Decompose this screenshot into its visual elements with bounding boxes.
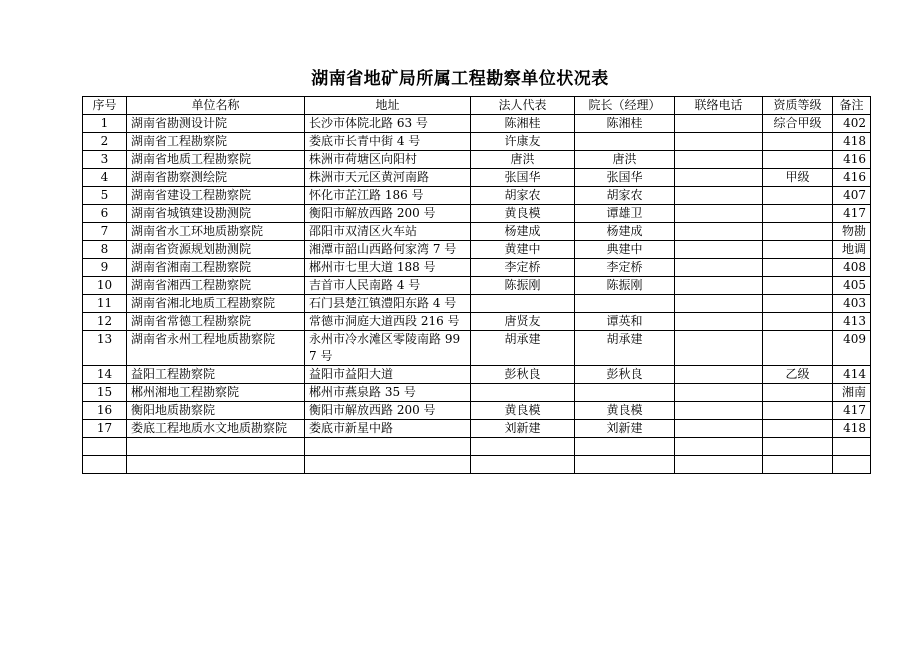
cell-index: 1 [83,115,127,133]
header-unit-name: 单位名称 [127,97,305,115]
table-row [83,115,871,133]
cell-address: 吉首市人民南路 4 号 [305,277,471,295]
cell-director: 杨建成 [575,223,675,241]
cell-unit-name: 衡阳地质勘察院 [127,402,305,420]
blank-cell [305,438,471,456]
cell-unit-name: 益阳工程勘察院 [127,366,305,384]
cell-legal-rep: 胡承建 [471,331,575,366]
header-qualification: 资质等级 [763,97,833,115]
cell-unit-name: 湖南省常德工程勘察院 [127,313,305,331]
blank-row [83,456,871,474]
cell-address: 怀化市芷江路 186 号 [305,187,471,205]
cell-legal-rep: 陈湘桂 [471,115,575,133]
cell-index: 11 [83,295,127,313]
cell-address: 益阳市益阳大道 [305,366,471,384]
cell-address: 长沙市体院北路 63 号 [305,115,471,133]
cell-legal-rep: 唐洪 [471,151,575,169]
cell-address: 娄底市长青中街 4 号 [305,133,471,151]
cell-director: 典建中 [575,241,675,259]
blank-cell [763,438,833,456]
blank-cell [675,456,763,474]
cell-legal-rep: 刘新建 [471,420,575,438]
blank-cell [127,438,305,456]
cell-unit-name: 湖南省地质工程勘察院 [127,151,305,169]
table-row [83,169,871,187]
cell-qualification [763,187,833,205]
cell-director: 张国华 [575,169,675,187]
cell-index: 9 [83,259,127,277]
cell-phone [675,169,763,187]
cell-remarks: 407 [833,187,871,205]
cell-phone [675,133,763,151]
cell-remarks: 408 [833,259,871,277]
table-row [83,205,871,223]
cell-remarks: 湘南 [833,384,871,402]
cell-phone [675,402,763,420]
cell-phone [675,115,763,133]
cell-legal-rep [471,295,575,313]
cell-address: 衡阳市解放西路 200 号 [305,402,471,420]
cell-remarks: 405 [833,277,871,295]
cell-qualification [763,295,833,313]
cell-index: 2 [83,133,127,151]
cell-phone [675,331,763,366]
cell-remarks: 418 [833,420,871,438]
cell-qualification: 综合甲级 [763,115,833,133]
cell-index: 5 [83,187,127,205]
document-title: 湖南省地矿局所属工程勘察单位状况表 [311,69,609,89]
cell-unit-name: 湖南省湘北地质工程勘察院 [127,295,305,313]
cell-director: 陈湘桂 [575,115,675,133]
blank-cell [763,456,833,474]
cell-remarks: 409 [833,331,871,366]
cell-qualification [763,151,833,169]
cell-legal-rep: 李定桥 [471,259,575,277]
cell-qualification [763,331,833,366]
cell-legal-rep: 陈振刚 [471,277,575,295]
header-address: 地址 [305,97,471,115]
blank-cell [127,456,305,474]
cell-remarks: 物勘 [833,223,871,241]
blank-cell [305,456,471,474]
cell-director [575,384,675,402]
table-row [83,366,871,384]
cell-address: 娄底市新星中路 [305,420,471,438]
cell-address: 石门县楚江镇澧阳东路 4 号 [305,295,471,313]
cell-remarks: 417 [833,402,871,420]
cell-remarks: 413 [833,313,871,331]
table-row [83,241,871,259]
cell-legal-rep: 黄良模 [471,205,575,223]
table-row [83,133,871,151]
cell-legal-rep: 张国华 [471,169,575,187]
cell-index: 12 [83,313,127,331]
table-row [83,223,871,241]
cell-index: 3 [83,151,127,169]
cell-phone [675,151,763,169]
cell-index: 15 [83,384,127,402]
cell-address: 株洲市天元区黄河南路 [305,169,471,187]
cell-remarks: 403 [833,295,871,313]
cell-index: 4 [83,169,127,187]
cell-index: 10 [83,277,127,295]
cell-qualification [763,277,833,295]
cell-director: 刘新建 [575,420,675,438]
cell-remarks: 414 [833,366,871,384]
cell-phone [675,313,763,331]
cell-address: 衡阳市解放西路 200 号 [305,205,471,223]
cell-phone [675,223,763,241]
cell-unit-name: 湖南省水工环地质勘察院 [127,223,305,241]
cell-director: 李定桥 [575,259,675,277]
cell-address: 邵阳市双清区火车站 [305,223,471,241]
cell-phone [675,384,763,402]
cell-director: 胡家农 [575,187,675,205]
cell-director: 胡承建 [575,331,675,366]
cell-legal-rep: 唐贤友 [471,313,575,331]
cell-director: 谭英和 [575,313,675,331]
cell-unit-name: 湖南省工程勘察院 [127,133,305,151]
survey-units-table [82,96,871,474]
cell-remarks: 402 [833,115,871,133]
cell-unit-name: 湖南省城镇建设勘测院 [127,205,305,223]
cell-qualification: 乙级 [763,366,833,384]
table-row [83,295,871,313]
header-remarks: 备注 [833,97,871,115]
cell-remarks: 416 [833,151,871,169]
cell-remarks: 地调 [833,241,871,259]
header-legal-rep: 法人代表 [471,97,575,115]
blank-cell [833,456,871,474]
cell-director: 陈振刚 [575,277,675,295]
cell-qualification [763,223,833,241]
cell-qualification [763,313,833,331]
table-row [83,187,871,205]
cell-remarks: 416 [833,169,871,187]
table-row [83,384,871,402]
cell-phone [675,205,763,223]
header-index: 序号 [83,97,127,115]
cell-unit-name: 湖南省勘察测绘院 [127,169,305,187]
cell-unit-name: 郴州湘地工程勘察院 [127,384,305,402]
cell-qualification [763,241,833,259]
cell-legal-rep: 许康友 [471,133,575,151]
cell-qualification [763,384,833,402]
header-row [83,97,871,115]
cell-address: 郴州市燕泉路 35 号 [305,384,471,402]
table-row [83,313,871,331]
blank-cell [83,438,127,456]
cell-index: 6 [83,205,127,223]
cell-index: 8 [83,241,127,259]
blank-cell [833,438,871,456]
cell-qualification [763,420,833,438]
cell-director: 彭秋良 [575,366,675,384]
cell-address: 株洲市荷塘区向阳村 [305,151,471,169]
table-row [83,259,871,277]
cell-qualification [763,402,833,420]
cell-phone [675,259,763,277]
cell-address: 常德市洞庭大道西段 216 号 [305,313,471,331]
cell-director: 谭雄卫 [575,205,675,223]
cell-index: 13 [83,331,127,366]
cell-unit-name: 湖南省建设工程勘察院 [127,187,305,205]
cell-phone [675,295,763,313]
cell-director [575,133,675,151]
cell-legal-rep [471,384,575,402]
cell-director: 黄良模 [575,402,675,420]
cell-qualification: 甲级 [763,169,833,187]
blank-cell [575,456,675,474]
blank-row [83,438,871,456]
table-row [83,402,871,420]
blank-cell [83,456,127,474]
cell-legal-rep: 黄建中 [471,241,575,259]
cell-phone [675,277,763,295]
cell-legal-rep: 黄良模 [471,402,575,420]
header-phone: 联络电话 [675,97,763,115]
table-row [83,331,871,366]
cell-phone [675,366,763,384]
cell-remarks: 418 [833,133,871,151]
cell-address: 湘潭市韶山西路何家湾 7 号 [305,241,471,259]
cell-unit-name: 湖南省资源规划勘测院 [127,241,305,259]
cell-phone [675,187,763,205]
cell-unit-name: 湖南省湘西工程勘察院 [127,277,305,295]
header-director: 院长（经理） [575,97,675,115]
cell-index: 14 [83,366,127,384]
table-row [83,277,871,295]
cell-legal-rep: 胡家农 [471,187,575,205]
cell-index: 7 [83,223,127,241]
cell-director: 唐洪 [575,151,675,169]
cell-index: 17 [83,420,127,438]
cell-unit-name: 湖南省湘南工程勘察院 [127,259,305,277]
cell-phone [675,241,763,259]
cell-address: 永州市冷水滩区零陵南路 997 号 [305,331,471,366]
cell-qualification [763,259,833,277]
cell-index: 16 [83,402,127,420]
table-row [83,151,871,169]
cell-address: 郴州市七里大道 188 号 [305,259,471,277]
cell-legal-rep: 杨建成 [471,223,575,241]
cell-remarks: 417 [833,205,871,223]
cell-unit-name: 娄底工程地质水文地质勘察院 [127,420,305,438]
cell-legal-rep: 彭秋良 [471,366,575,384]
cell-unit-name: 湖南省永州工程地质勘察院 [127,331,305,366]
cell-phone [675,420,763,438]
blank-cell [471,438,575,456]
cell-qualification [763,205,833,223]
cell-qualification [763,133,833,151]
cell-director [575,295,675,313]
cell-unit-name: 湖南省勘测设计院 [127,115,305,133]
blank-cell [471,456,575,474]
blank-cell [675,438,763,456]
table-row [83,420,871,438]
table-body [83,115,871,474]
blank-cell [575,438,675,456]
